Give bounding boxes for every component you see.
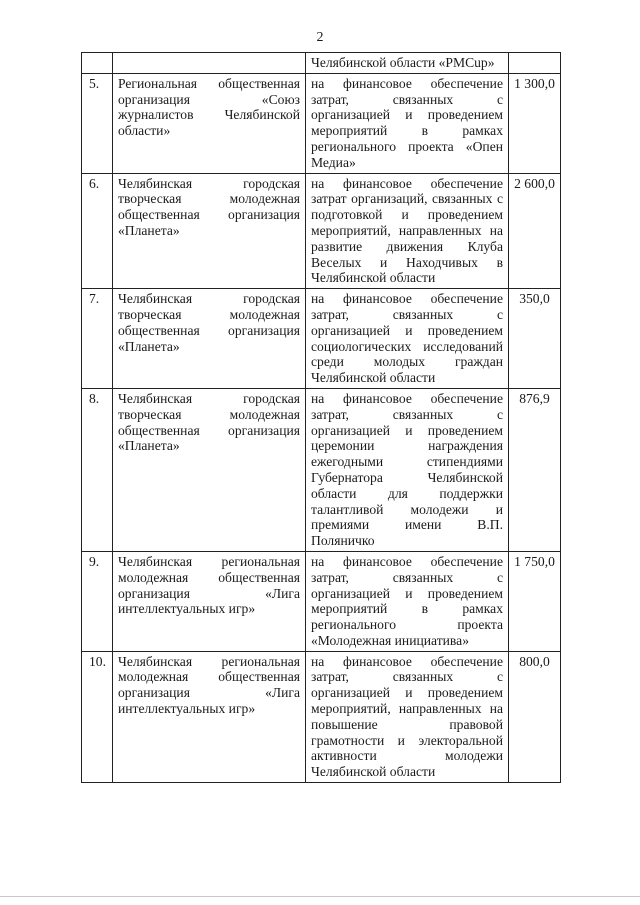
- amount-cell: 800,0: [509, 651, 561, 782]
- organization-cell: Челябинская городская творческая молодежная общественная организация «Планета»: [113, 289, 306, 389]
- page-number: 2: [316, 30, 324, 45]
- row-number-cell: 9.: [82, 551, 113, 651]
- purpose-cell: на финансовое обеспечение затрат, связанных с организацией и проведением мероприятий, направленных на повышение правовой грамотности и электоральной активности молодежи Челябинской области: [306, 651, 509, 782]
- organization-cell: Региональная общественная организация «Союз журналистов Челябинской области»: [113, 73, 306, 173]
- organization-cell: Челябинская региональная молодежная общественная организация «Лига интеллектуальных игр»: [113, 551, 306, 651]
- table-row: [82, 289, 561, 389]
- row-number-cell: 10.: [82, 651, 113, 782]
- table-row: [82, 388, 561, 551]
- organization-cell: Челябинская городская творческая молодежная общественная организация «Планета»: [113, 388, 306, 551]
- purpose-cell: Челябинской области «РМСup»: [306, 53, 509, 74]
- amount-cell: [509, 53, 561, 74]
- table-row: [82, 551, 561, 651]
- organization-cell: Челябинская региональная молодежная общественная организация «Лига интеллектуальных игр»: [113, 651, 306, 782]
- row-number-cell: 6.: [82, 173, 113, 289]
- table-row: [82, 53, 561, 74]
- organization-cell: Челябинская городская творческая молодежная общественная организация «Планета»: [113, 173, 306, 289]
- amount-cell: 1 300,0: [509, 73, 561, 173]
- purpose-cell: на финансовое обеспечение затрат организаций, связанных с подготовкой и проведением мероприятий, направленных на развитие движения Клуба Веселых и Находчивых в Челябинской области: [306, 173, 509, 289]
- purpose-cell: на финансовое обеспечение затрат, связанных с организацией и проведением социологических исследований среди молодых граждан Челябинской области: [306, 289, 509, 389]
- amount-cell: 2 600,0: [509, 173, 561, 289]
- table-row: [82, 73, 561, 173]
- row-number-cell: [82, 53, 113, 74]
- row-number-cell: 7.: [82, 289, 113, 389]
- row-number-cell: 8.: [82, 388, 113, 551]
- purpose-cell: на финансовое обеспечение затрат, связанных с организацией и проведением церемонии награждения ежегодными стипендиями Губернатора Челябинской области для поддержки талантливой молодежи и премиями имени В.П. Поляничко: [306, 388, 509, 551]
- purpose-cell: на финансовое обеспечение затрат, связанных с организацией и проведением мероприятий в рамках регионального проекта «Опен Медиа»: [306, 73, 509, 173]
- grants-table: [81, 52, 561, 783]
- grants-table-body: [82, 53, 561, 783]
- amount-cell: 350,0: [509, 289, 561, 389]
- table-row: [82, 651, 561, 782]
- row-number-cell: 5.: [82, 73, 113, 173]
- amount-cell: 1 750,0: [509, 551, 561, 651]
- table-row: [82, 173, 561, 289]
- purpose-cell: на финансовое обеспечение затрат, связанных с организацией и проведением мероприятий в рамках регионального проекта «Молодежная инициатива»: [306, 551, 509, 651]
- bottom-rule: [0, 896, 640, 897]
- organization-cell: [113, 53, 306, 74]
- amount-cell: 876,9: [509, 388, 561, 551]
